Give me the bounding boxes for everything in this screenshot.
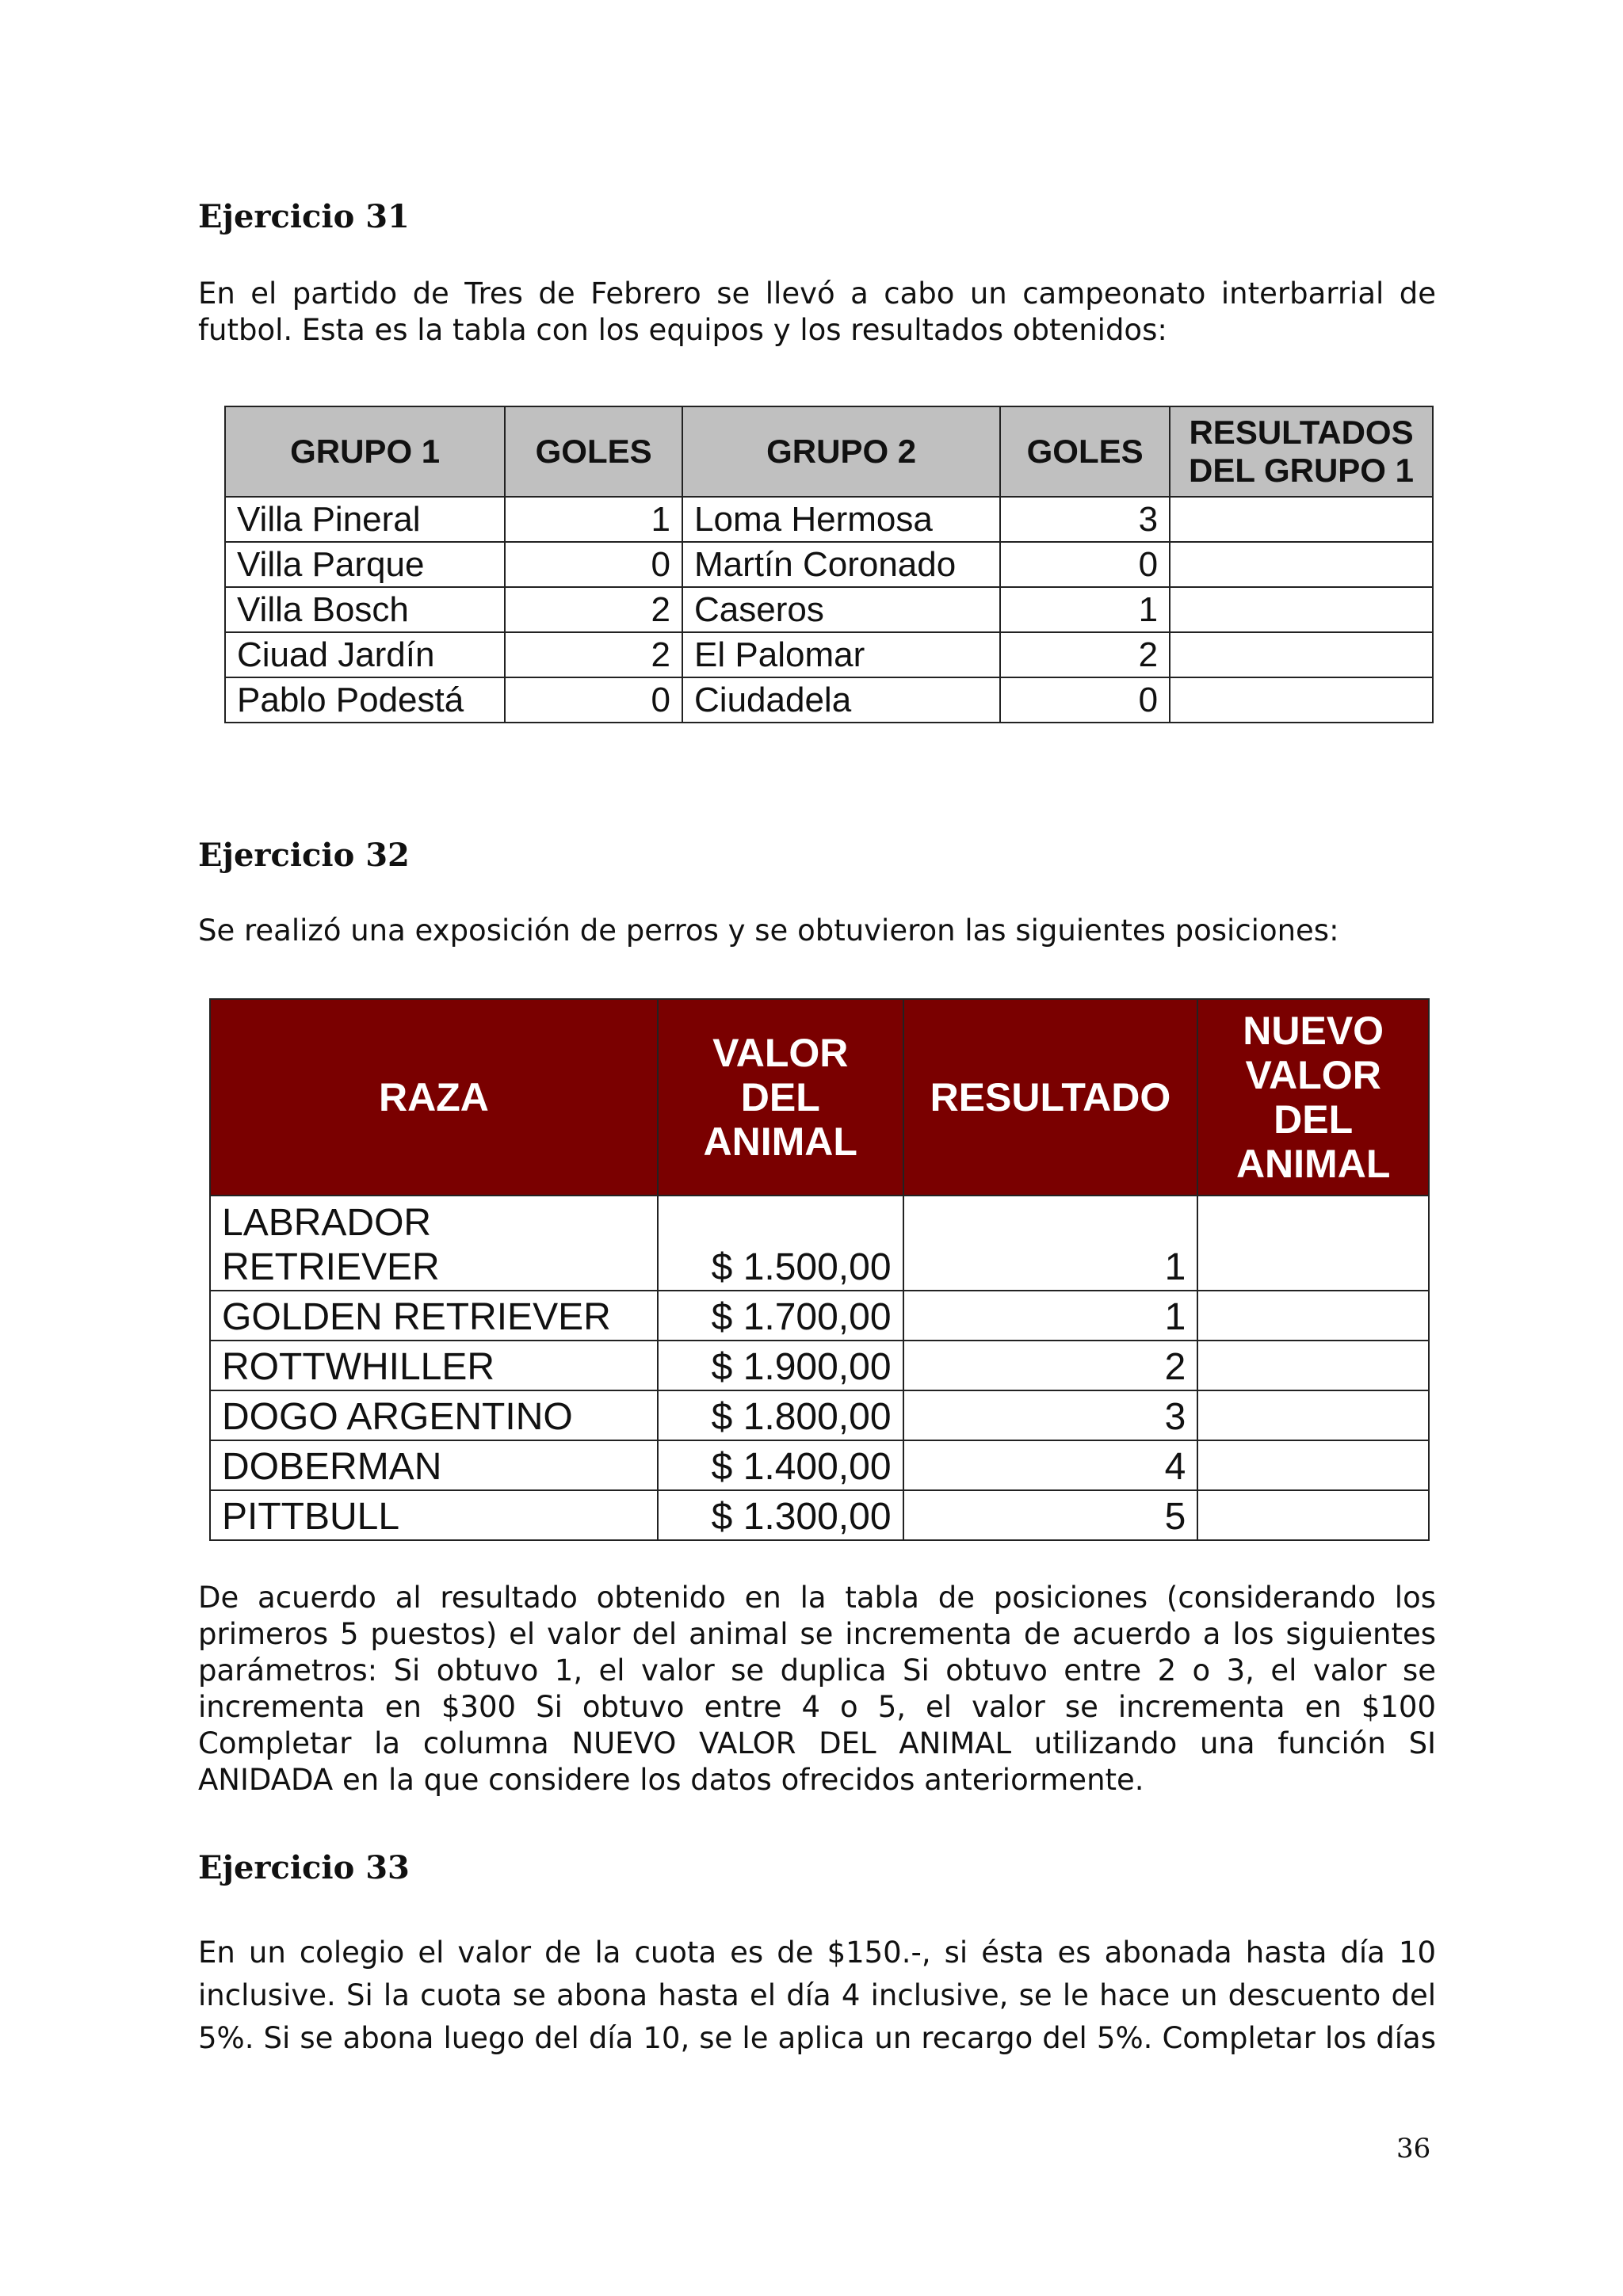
goals-table	[224, 406, 1434, 723]
ejercicio-31-text	[198, 276, 1436, 349]
goals-1: 0	[505, 677, 682, 723]
text-line: inclusive. Si la cuota se abona hasta el día 4 inclusive, se le hace un descuento del	[198, 1978, 1436, 2012]
goals-2: 0	[1000, 542, 1170, 587]
text-line: incrementa en $300 Si obtuvo entre 4 o 5, el valor se incrementa en $100	[198, 1690, 1436, 1724]
text-line: 5%. Si se abona luego del día 10, se le aplica un recargo del 5%. Completar los días	[198, 2021, 1436, 2055]
breed: LABRADOR RETRIEVER	[210, 1196, 658, 1291]
ejercicio-33-text	[198, 1932, 1436, 2060]
text-line: futbol. Esta es la tabla con los equipos y los resultados obtenidos:	[198, 313, 1167, 347]
dogs-table	[209, 998, 1430, 1541]
header-goles-1: GOLES	[505, 406, 682, 497]
new-value	[1197, 1390, 1429, 1440]
ejercicio-32-title: Ejercicio 32	[198, 837, 410, 874]
header-raza: RAZA	[210, 999, 658, 1196]
goals-1: 0	[505, 542, 682, 587]
breed: GOLDEN RETRIEVER	[210, 1291, 658, 1341]
text-line: Se realizó una exposición de perros y se obtuvieron las siguientes posiciones:	[198, 913, 1339, 948]
text-line: En un colegio el valor de la cuota es de $150.-, si ésta es abonada hasta día 10	[198, 1936, 1436, 1970]
result-cell	[1170, 497, 1433, 542]
breed: DOBERMAN	[210, 1440, 658, 1490]
goals-2: 0	[1000, 677, 1170, 723]
team-2: Ciudadela	[682, 677, 1000, 723]
text-line: primeros 5 puestos) el valor del animal se incrementa de acuerdo a los siguientes	[198, 1617, 1436, 1651]
table-row	[225, 587, 1433, 632]
team-1: Villa Parque	[225, 542, 505, 587]
ejercicio-32-intro	[198, 913, 1436, 949]
value: $ 1.900,00	[658, 1341, 903, 1390]
team-2: Loma Hermosa	[682, 497, 1000, 542]
result-cell	[1170, 587, 1433, 632]
table-header-row	[225, 406, 1433, 497]
ejercicio-32-text	[198, 1580, 1436, 1798]
result-cell	[1170, 677, 1433, 723]
table-row	[210, 1390, 1429, 1440]
value: $ 1.300,00	[658, 1490, 903, 1540]
goals-2: 1	[1000, 587, 1170, 632]
team-1: Ciuad Jardín	[225, 632, 505, 677]
table-row	[225, 542, 1433, 587]
goals-2: 3	[1000, 497, 1170, 542]
header-goles-2: GOLES	[1000, 406, 1170, 497]
table-row	[225, 632, 1433, 677]
goals-2: 2	[1000, 632, 1170, 677]
result: 4	[903, 1440, 1198, 1490]
goals-1: 2	[505, 632, 682, 677]
team-2: Martín Coronado	[682, 542, 1000, 587]
value: $ 1.800,00	[658, 1390, 903, 1440]
goals-1: 2	[505, 587, 682, 632]
result: 1	[903, 1291, 1198, 1341]
page-number: 36	[1396, 2133, 1431, 2164]
ejercicio-33-title: Ejercicio 33	[198, 1849, 410, 1886]
result-cell	[1170, 542, 1433, 587]
result: 3	[903, 1390, 1198, 1440]
ejercicio-31-title: Ejercicio 31	[198, 198, 410, 235]
table-header-row	[210, 999, 1429, 1196]
text-line: En el partido de Tres de Febrero se llevó a cabo un campeonato interbarrial de	[198, 277, 1436, 311]
team-2: Caseros	[682, 587, 1000, 632]
new-value	[1197, 1490, 1429, 1540]
result: 2	[903, 1341, 1198, 1390]
value: $ 1.400,00	[658, 1440, 903, 1490]
new-value	[1197, 1341, 1429, 1390]
goals-1: 1	[505, 497, 682, 542]
team-1: Pablo Podestá	[225, 677, 505, 723]
text-line: De acuerdo al resultado obtenido en la tabla de posiciones (considerando los	[198, 1581, 1436, 1615]
team-1: Villa Pineral	[225, 497, 505, 542]
new-value	[1197, 1440, 1429, 1490]
table-row	[210, 1490, 1429, 1540]
table-row	[225, 497, 1433, 542]
table-row	[210, 1196, 1429, 1291]
new-value	[1197, 1196, 1429, 1291]
new-value	[1197, 1291, 1429, 1341]
table-row	[225, 677, 1433, 723]
table-row	[210, 1291, 1429, 1341]
header-resultado: RESULTADO	[903, 999, 1198, 1196]
text-line: ANIDADA en la que considere los datos ofrecidos anteriormente.	[198, 1763, 1144, 1797]
header-grupo-1: GRUPO 1	[225, 406, 505, 497]
text-line: Completar la columna NUEVO VALOR DEL ANIMAL utilizando una función SI	[198, 1726, 1436, 1760]
header-grupo-2: GRUPO 2	[682, 406, 1000, 497]
result: 1	[903, 1196, 1198, 1291]
result: 5	[903, 1490, 1198, 1540]
table-row	[210, 1440, 1429, 1490]
result-cell	[1170, 632, 1433, 677]
breed: DOGO ARGENTINO	[210, 1390, 658, 1440]
header-resultados: RESULTADOS DEL GRUPO 1	[1170, 406, 1433, 497]
team-2: El Palomar	[682, 632, 1000, 677]
text-line: parámetros: Si obtuvo 1, el valor se duplica Si obtuvo entre 2 o 3, el valor se	[198, 1653, 1436, 1688]
value: $ 1.700,00	[658, 1291, 903, 1341]
team-1: Villa Bosch	[225, 587, 505, 632]
header-nuevo-valor: NUEVO VALOR DEL ANIMAL	[1197, 999, 1429, 1196]
table-row	[210, 1341, 1429, 1390]
breed: PITTBULL	[210, 1490, 658, 1540]
value: $ 1.500,00	[658, 1196, 903, 1291]
header-valor: VALOR DEL ANIMAL	[658, 999, 903, 1196]
breed: ROTTWHILLER	[210, 1341, 658, 1390]
